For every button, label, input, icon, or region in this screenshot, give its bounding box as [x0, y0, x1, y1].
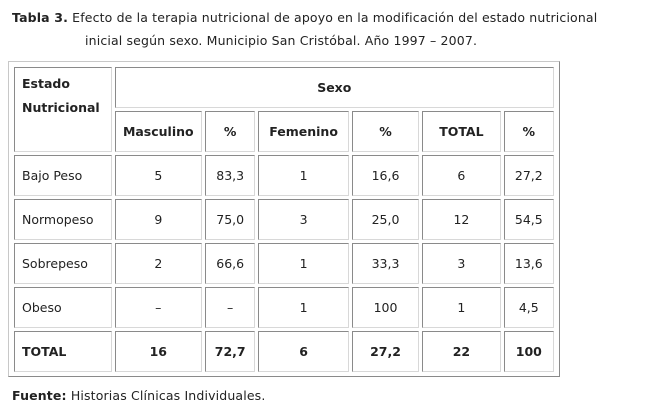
header-sexo: Sexo [115, 67, 554, 108]
nutrition-table-frame [8, 61, 560, 377]
cell-pct-femenino: 25,0 [352, 199, 419, 240]
header-estado-nutricional [14, 67, 112, 152]
row-label: TOTAL [14, 331, 112, 372]
source-text: Historias Clínicas Individuales. [70, 388, 266, 403]
cell-pct-masculino: – [205, 287, 255, 328]
cell-femenino: 6 [258, 331, 349, 372]
table-row [14, 287, 554, 328]
cell-total: 3 [422, 243, 500, 284]
cell-pct-masculino: 66,6 [205, 243, 255, 284]
column-header-pct-masculino: % [205, 111, 255, 152]
cell-masculino: 2 [115, 243, 202, 284]
cell-masculino: 5 [115, 155, 202, 196]
cell-total: 1 [422, 287, 500, 328]
source-label: Fuente: [12, 388, 67, 403]
column-header-pct-femenino: % [352, 111, 419, 152]
cell-femenino: 1 [258, 155, 349, 196]
column-header-masculino: Masculino [115, 111, 202, 152]
cell-femenino: 1 [258, 243, 349, 284]
row-label: Normopeso [14, 199, 112, 240]
column-header-pct-total: % [504, 111, 554, 152]
caption-label: Tabla 3. [12, 10, 69, 25]
cell-total: 6 [422, 155, 500, 196]
cell-femenino: 3 [258, 199, 349, 240]
cell-femenino: 1 [258, 287, 349, 328]
cell-pct-femenino: 33,3 [352, 243, 419, 284]
row-label: Obeso [14, 287, 112, 328]
caption-text-line2: inicial según sexo. Municipio San Cristóbal. Año 1997 – 2007. [85, 33, 478, 48]
cell-pct-total: 100 [504, 331, 554, 372]
cell-pct-masculino: 83,3 [205, 155, 255, 196]
table-row [14, 155, 554, 196]
table-source [12, 388, 265, 403]
header-estado-line1: Estado [22, 76, 70, 91]
column-header-femenino: Femenino [258, 111, 349, 152]
cell-pct-total: 27,2 [504, 155, 554, 196]
table-row [14, 243, 554, 284]
cell-pct-femenino: 16,6 [352, 155, 419, 196]
table-row-total [14, 331, 554, 372]
nutrition-table [11, 64, 557, 375]
cell-masculino: – [115, 287, 202, 328]
cell-pct-total: 4,5 [504, 287, 554, 328]
caption-text-line1: Efecto de la terapia nutricional de apoyo en la modificación del estado nutricional [72, 10, 598, 25]
table-caption [12, 6, 648, 52]
cell-pct-masculino: 72,7 [205, 331, 255, 372]
column-header-total: TOTAL [422, 111, 500, 152]
cell-total: 22 [422, 331, 500, 372]
row-label: Bajo Peso [14, 155, 112, 196]
cell-masculino: 16 [115, 331, 202, 372]
cell-masculino: 9 [115, 199, 202, 240]
header-estado-line2: Nutricional [22, 100, 100, 115]
header-row-group [14, 67, 554, 108]
cell-pct-total: 13,6 [504, 243, 554, 284]
cell-pct-masculino: 75,0 [205, 199, 255, 240]
cell-pct-femenino: 27,2 [352, 331, 419, 372]
row-label: Sobrepeso [14, 243, 112, 284]
cell-total: 12 [422, 199, 500, 240]
cell-pct-femenino: 100 [352, 287, 419, 328]
cell-pct-total: 54,5 [504, 199, 554, 240]
table-row [14, 199, 554, 240]
